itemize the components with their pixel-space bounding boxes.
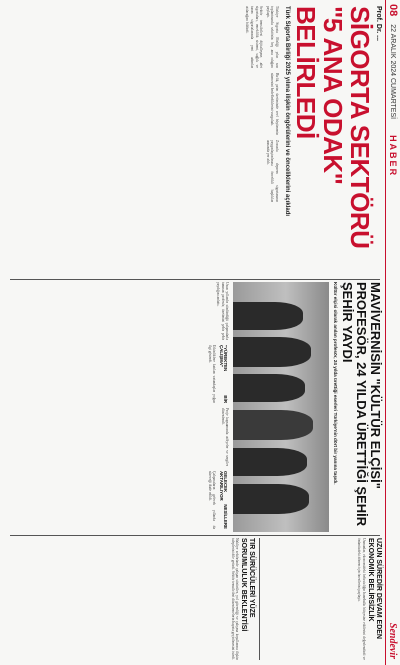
side-column	[8, 538, 382, 660]
center-article-column-4: GELECEK NESİLLERE AKTARILIYOR Çalışmaların gelecek yıllarda da süreceği ifade edildi.	[207, 471, 229, 529]
main-article-column-4	[0, 207, 279, 269]
main-article	[8, 6, 382, 276]
page-number: 08	[387, 4, 399, 17]
group-photo	[233, 282, 329, 532]
center-article-lead: Kültür elçisi olarak anılan profesör, 24 yılda ürettiği eserleri Türkiye'nin dört bir yanına taşıdı.	[333, 282, 338, 485]
side-divider	[259, 538, 260, 660]
main-article-column-3: Zorunlu deprem sigortasının yaygınlaştırılması öncelikli başlıklar arasında yer aldı.	[265, 140, 279, 202]
center-article-column-3: Proje kapsamında atölyeler ve sergiler düzenlendi.	[220, 408, 230, 466]
side-article-1-text: Uzmanlar, ekonomideki belirsizliğin hanehalkı bütçesine etkilerini değerlendirdi ve önümüzdeki dönem için önerilerini paylaştı.	[357, 538, 366, 660]
side-article-2	[99, 538, 255, 660]
main-article-column-1: Türkiye Sigorta Birliği yılın son toplantısında sektörün beş ana odağını paylaştı. Sektör temsilcileri dijitalleşme, afet sigortaları, emeklilik sistemi, sağlık ve tarım sigortalarında yeni adımlar atılacağını bildirdi.	[245, 6, 279, 68]
center-article-column-1: Uzun yıllardır sürdürdüğü çalışmalarla tanınan profesör, üretimini şehir şehir yaydığını anlattı.	[216, 282, 230, 340]
center-article-column-2: "YÜREKTEN BİR ÇALIŞMA" Etkinliklere katılan vatandaşlar yoğun ilgi gösterdi.	[207, 345, 229, 403]
center-article	[8, 282, 382, 532]
side-article-1-headline: UZUN SÜREDİR DEVAM EDEN EKONOMİK BELİRSİZLİK	[367, 538, 382, 639]
issue-date: 22 ARALIK 2024 CUMARTESİ	[389, 24, 397, 120]
side-article-1	[266, 538, 382, 660]
side-article-2-text: Nakliye sektöründe çalışan sürücüler, yol güvenliği ve çalışma koşullarına ilişkin taleplerini dile getirdi. Sektör temsilcileri düzenlemelerin hayata geçirilmesini istedi.	[230, 538, 240, 660]
newspaper-logo: Sendevir	[387, 622, 399, 659]
side-article-2-headline: TIR SÜRÜCÜLERİ YÜZE SORUMLULUK BEKLENTİSİ	[240, 538, 256, 632]
main-article-lead: Türk Sigorta Birliği 2025 yılına ilişkin öngörülerini ve önceliklerini açıkladı	[284, 6, 290, 217]
main-article-kicker: Prof. Dr. ...	[375, 6, 382, 42]
column-divider	[10, 279, 380, 280]
center-article-headline: MAVİVERNİSİN "KÜLTÜR ELÇİSİ" PROFESÖR, 24 YILDA ÜRETTİĞİ ŞEHİR ŞEHİR YAYDI	[340, 282, 383, 527]
column-divider	[10, 535, 380, 536]
main-article-column-2: Birlik, prim üretiminde reel büyümenin sürmesini hedeflediklerini vurguladı.	[270, 73, 279, 135]
masthead	[385, 0, 400, 665]
main-article-headline: SİGORTA SEKTÖRÜ "5 ANA ODAK" BELİRLEDİ	[291, 6, 375, 249]
section-label: HABER	[388, 135, 398, 178]
